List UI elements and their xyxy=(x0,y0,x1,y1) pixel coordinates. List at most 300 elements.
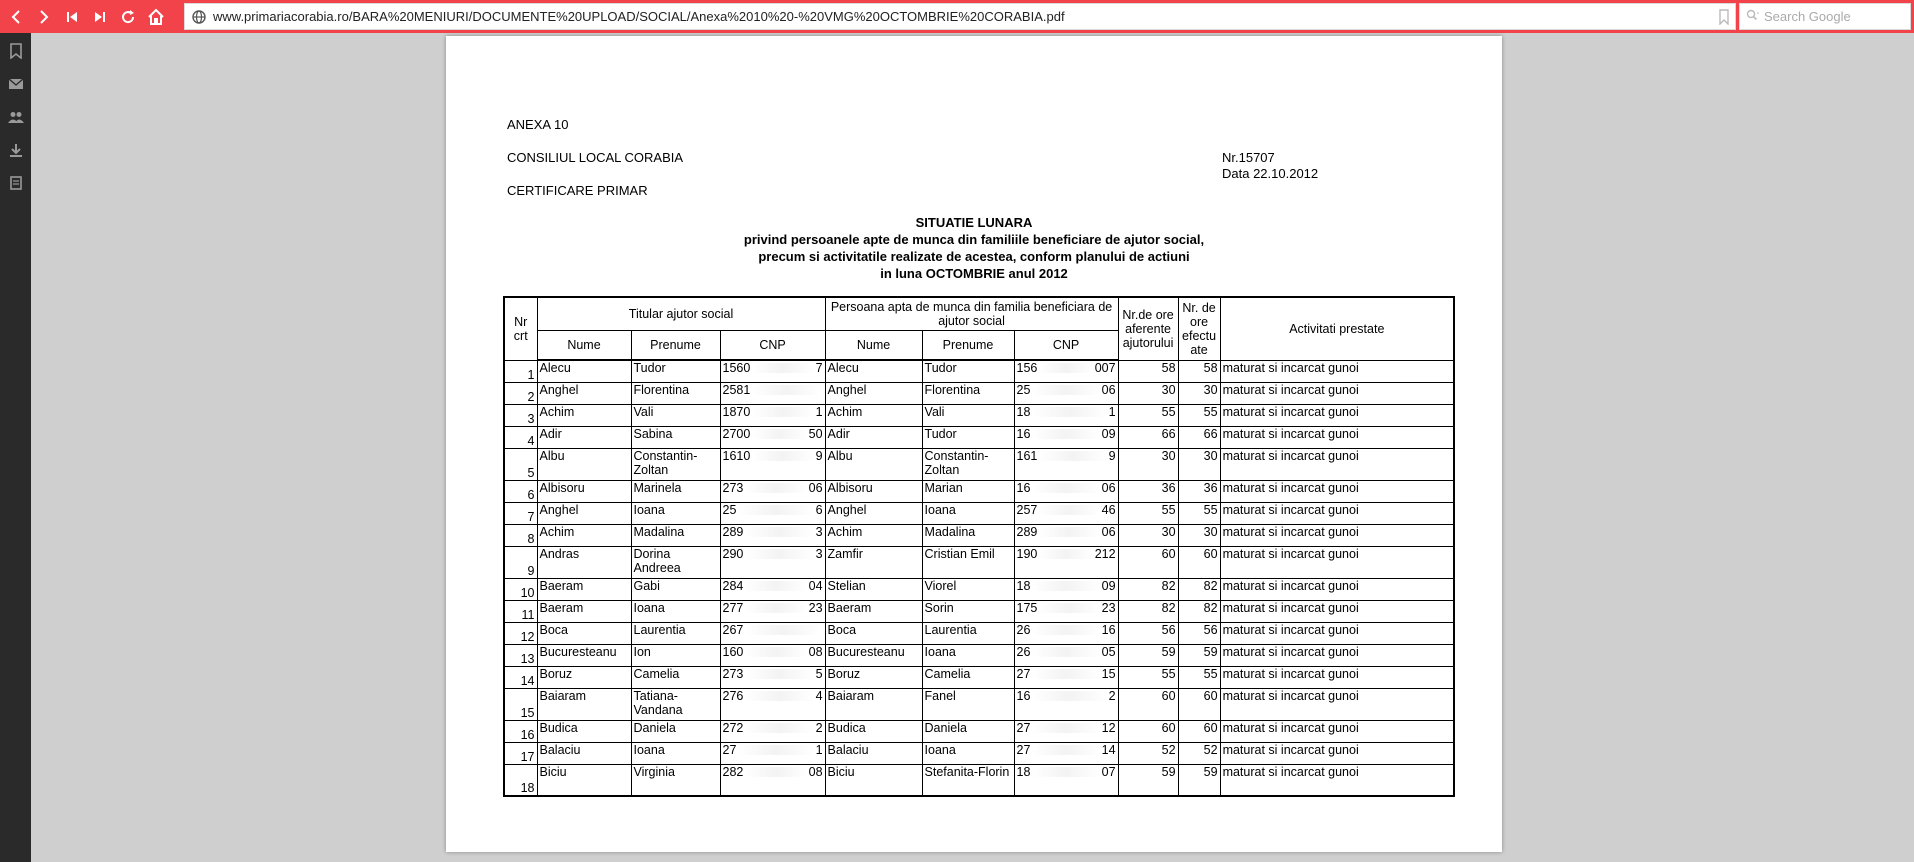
ore-efectuate: 82 xyxy=(1178,578,1220,600)
titular-prenume: Laurentia xyxy=(631,622,720,644)
titular-cnp xyxy=(720,502,825,524)
titular-cnp xyxy=(720,360,825,382)
cnp-visible-start: 257 xyxy=(1016,502,1038,517)
cnp-visible-end: 1 xyxy=(815,742,823,757)
titular-nume: Biciu xyxy=(537,764,631,796)
document-date: Data 22.10.2012 xyxy=(1222,166,1319,181)
titular-prenume: Virginia xyxy=(631,764,720,796)
ore-efectuate: 55 xyxy=(1178,404,1220,426)
titular-nume: Achim xyxy=(537,524,631,546)
header-persoana: Persoana apta de munca din familia beneficiara de ajutor social xyxy=(825,297,1118,330)
row-nr: 2 xyxy=(504,382,537,404)
table-row xyxy=(504,404,1454,426)
titular-cnp xyxy=(720,524,825,546)
anexa-label: ANEXA 10 xyxy=(507,117,569,132)
ore-efectuate: 58 xyxy=(1178,360,1220,382)
ore-efectuate: 30 xyxy=(1178,382,1220,404)
cnp-visible-end: 09 xyxy=(1101,578,1116,593)
titular-nume: Adir xyxy=(537,426,631,448)
cnp-visible-start: 27 xyxy=(722,742,737,757)
activitate: maturat si incarcat gunoi xyxy=(1220,426,1454,448)
persoana-nume: Stelian xyxy=(825,578,922,600)
persoana-cnp xyxy=(1014,600,1118,622)
header-titular: Titular ajutor social xyxy=(537,297,825,330)
activitate: maturat si incarcat gunoi xyxy=(1220,688,1454,720)
persoana-cnp xyxy=(1014,448,1118,480)
activitate: maturat si incarcat gunoi xyxy=(1220,502,1454,524)
cnp-visible-start: 175 xyxy=(1016,600,1038,615)
last-page-icon[interactable] xyxy=(88,4,112,30)
cnp-visible-end: 50 xyxy=(808,426,823,441)
title-line: privind persoanele apte de munca din familiile beneficiare de ajutor social, xyxy=(743,232,1205,247)
row-nr: 9 xyxy=(504,546,537,578)
titular-prenume: Vali xyxy=(631,404,720,426)
row-nr: 4 xyxy=(504,426,537,448)
header-persoana-nume: Nume xyxy=(825,330,922,360)
persoana-nume: Baiaram xyxy=(825,688,922,720)
table-body xyxy=(504,360,1454,796)
browser-toolbar xyxy=(0,0,1914,33)
table-row xyxy=(504,480,1454,502)
titular-nume: Baeram xyxy=(537,578,631,600)
row-nr: 6 xyxy=(504,480,537,502)
ore-aferente: 30 xyxy=(1118,448,1178,480)
titular-cnp xyxy=(720,742,825,764)
cnp-visible-start: 190 xyxy=(1016,546,1038,561)
cnp-visible-start: 18 xyxy=(1016,578,1031,593)
persoana-nume: Baeram xyxy=(825,600,922,622)
titular-nume: Budica xyxy=(537,720,631,742)
persoana-cnp xyxy=(1014,622,1118,644)
persoana-nume: Albu xyxy=(825,448,922,480)
titular-nume: Albu xyxy=(537,448,631,480)
ore-efectuate: 59 xyxy=(1178,644,1220,666)
persoana-prenume: Laurentia xyxy=(922,622,1014,644)
titular-prenume: Ioana xyxy=(631,502,720,524)
cnp-visible-start: 1560 xyxy=(722,361,751,375)
ore-aferente: 59 xyxy=(1118,644,1178,666)
persoana-nume: Zamfir xyxy=(825,546,922,578)
table-row xyxy=(504,360,1454,382)
ore-aferente: 30 xyxy=(1118,382,1178,404)
ore-aferente: 55 xyxy=(1118,502,1178,524)
cnp-visible-start: 1610 xyxy=(722,448,751,463)
beneficiary-table xyxy=(503,296,1455,797)
persoana-nume: Biciu xyxy=(825,764,922,796)
cnp-visible-start: 277 xyxy=(722,600,744,615)
titular-nume: Bucuresteanu xyxy=(537,644,631,666)
cnp-visible-start: 272 xyxy=(722,720,744,735)
titular-nume: Alecu xyxy=(537,360,631,382)
cnp-visible-end: 12 xyxy=(1101,720,1116,735)
row-nr: 12 xyxy=(504,622,537,644)
cnp-visible-end: 212 xyxy=(1094,546,1116,561)
activitate: maturat si incarcat gunoi xyxy=(1220,480,1454,502)
cnp-visible-end: 3 xyxy=(815,524,823,539)
ore-efectuate: 56 xyxy=(1178,622,1220,644)
titular-cnp xyxy=(720,600,825,622)
activitate: maturat si incarcat gunoi xyxy=(1220,644,1454,666)
persoana-prenume: Camelia xyxy=(922,666,1014,688)
titular-prenume: Camelia xyxy=(631,666,720,688)
table-row xyxy=(504,448,1454,480)
cnp-visible-end: 9 xyxy=(1108,448,1116,463)
titular-cnp xyxy=(720,720,825,742)
ore-efectuate: 30 xyxy=(1178,524,1220,546)
persoana-cnp xyxy=(1014,480,1118,502)
ore-efectuate: 55 xyxy=(1178,666,1220,688)
cnp-visible-start: 25 xyxy=(722,502,737,517)
activitate: maturat si incarcat gunoi xyxy=(1220,764,1454,796)
ore-efectuate: 30 xyxy=(1178,448,1220,480)
persoana-prenume: Sorin xyxy=(922,600,1014,622)
cnp-visible-end: 06 xyxy=(808,480,823,495)
bookmark-icon[interactable] xyxy=(0,34,31,67)
document-number: Nr.15707 xyxy=(1222,150,1275,165)
row-nr: 10 xyxy=(504,578,537,600)
header-persoana-cnp: CNP xyxy=(1014,330,1118,360)
persoana-prenume: Tudor xyxy=(922,426,1014,448)
titular-cnp xyxy=(720,480,825,502)
ore-aferente: 60 xyxy=(1118,720,1178,742)
persoana-cnp xyxy=(1014,742,1118,764)
titular-nume: Boruz xyxy=(537,666,631,688)
cnp-visible-end: 23 xyxy=(808,600,823,615)
titular-cnp xyxy=(720,764,825,796)
ore-efectuate: 36 xyxy=(1178,480,1220,502)
header-ore-aferente: Nr.de ore aferente ajutorului xyxy=(1118,297,1178,360)
persoana-nume: Alecu xyxy=(825,360,922,382)
cnp-visible-start: 267 xyxy=(722,622,744,637)
persoana-prenume: Ioana xyxy=(922,742,1014,764)
titular-cnp xyxy=(720,688,825,720)
persoana-cnp xyxy=(1014,360,1118,382)
titular-prenume: Tatiana-Vandana xyxy=(631,688,720,720)
titular-cnp xyxy=(720,622,825,644)
cnp-visible-start: 26 xyxy=(1016,644,1031,659)
ore-efectuate: 82 xyxy=(1178,600,1220,622)
cnp-visible-start: 18 xyxy=(1016,764,1031,779)
cnp-visible-end: 08 xyxy=(808,644,823,659)
persoana-prenume: Madalina xyxy=(922,524,1014,546)
cnp-visible-end: 09 xyxy=(1101,426,1116,441)
cnp-visible-end: 1 xyxy=(815,404,823,419)
ore-aferente: 60 xyxy=(1118,546,1178,578)
ore-efectuate: 55 xyxy=(1178,502,1220,524)
ore-aferente: 66 xyxy=(1118,426,1178,448)
table-row xyxy=(504,622,1454,644)
persoana-nume: Anghel xyxy=(825,382,922,404)
header-titular-prenume: Prenume xyxy=(631,330,720,360)
first-page-icon[interactable] xyxy=(60,4,84,30)
download-icon[interactable] xyxy=(0,133,31,166)
pdf-page xyxy=(446,36,1502,852)
table-row xyxy=(504,382,1454,404)
mail-icon[interactable] xyxy=(0,67,31,100)
row-nr: 15 xyxy=(504,688,537,720)
persoana-prenume: Florentina xyxy=(922,382,1014,404)
cnp-visible-start: 276 xyxy=(722,688,744,703)
cnp-visible-end: 15 xyxy=(1101,666,1116,681)
persoana-prenume: Ioana xyxy=(922,502,1014,524)
row-nr: 3 xyxy=(504,404,537,426)
persoana-prenume: Stefanita-Florin xyxy=(922,764,1014,796)
cnp-visible-start: 282 xyxy=(722,764,744,779)
persoana-nume: Achim xyxy=(825,404,922,426)
ore-aferente: 55 xyxy=(1118,666,1178,688)
persoana-nume: Bucuresteanu xyxy=(825,644,922,666)
persoana-nume: Boca xyxy=(825,622,922,644)
titular-cnp xyxy=(720,426,825,448)
cnp-visible-end: 07 xyxy=(1101,764,1116,779)
certificare-label: CERTIFICARE PRIMAR xyxy=(507,183,648,198)
persoana-cnp xyxy=(1014,404,1118,426)
persoana-cnp xyxy=(1014,502,1118,524)
cnp-visible-start: 289 xyxy=(722,524,744,539)
consiliu-label: CONSILIUL LOCAL CORABIA xyxy=(507,150,684,165)
table-row xyxy=(504,502,1454,524)
back-icon[interactable] xyxy=(4,4,28,30)
table-row xyxy=(504,644,1454,666)
bookmark-page-icon[interactable] xyxy=(1719,9,1729,30)
persoana-prenume: Tudor xyxy=(922,360,1014,382)
activitate: maturat si incarcat gunoi xyxy=(1220,622,1454,644)
titular-cnp xyxy=(720,382,825,404)
titular-nume: Albisoru xyxy=(537,480,631,502)
ore-efectuate: 60 xyxy=(1178,546,1220,578)
activitate: maturat si incarcat gunoi xyxy=(1220,404,1454,426)
persoana-prenume: Cristian Emil xyxy=(922,546,1014,578)
table-row xyxy=(504,720,1454,742)
url-text[interactable]: www.primariacorabia.ro/BARA%20MENIURI/DOCUMENTE%20UPLOAD/SOCIAL/Anexa%2010%20-%20VMG%20OCTOMBRIE%20CORABIA.pdf xyxy=(213,9,1065,24)
persoana-prenume: Fanel xyxy=(922,688,1014,720)
ore-efectuate: 52 xyxy=(1178,742,1220,764)
cnp-visible-end: 06 xyxy=(1101,524,1116,539)
title-line: in luna OCTOMBRIE anul 2012 xyxy=(880,266,1068,281)
persoana-prenume: Daniela xyxy=(922,720,1014,742)
persoana-nume: Balaciu xyxy=(825,742,922,764)
cnp-visible-start: 160 xyxy=(722,644,744,659)
titular-nume: Baiaram xyxy=(537,688,631,720)
cnp-visible-end: 14 xyxy=(1101,742,1116,757)
cnp-visible-end: 16 xyxy=(1101,622,1116,637)
titular-prenume: Tudor xyxy=(631,360,720,382)
cnp-visible-start: 2700 xyxy=(722,426,751,441)
forward-icon[interactable] xyxy=(32,4,56,30)
titular-nume: Andras xyxy=(537,546,631,578)
cnp-visible-start: 289 xyxy=(1016,524,1038,539)
notes-icon[interactable] xyxy=(0,166,31,199)
title-line: SITUATIE LUNARA xyxy=(915,215,1033,230)
persoana-prenume: Marian xyxy=(922,480,1014,502)
table-row xyxy=(504,764,1454,796)
titular-prenume: Sabina xyxy=(631,426,720,448)
persoana-cnp xyxy=(1014,524,1118,546)
titular-nume: Balaciu xyxy=(537,742,631,764)
persoana-cnp xyxy=(1014,644,1118,666)
row-nr: 5 xyxy=(504,448,537,480)
cnp-visible-end: 6 xyxy=(815,502,823,517)
activitate: maturat si incarcat gunoi xyxy=(1220,720,1454,742)
persoana-prenume: Vali xyxy=(922,404,1014,426)
ore-aferente: 58 xyxy=(1118,360,1178,382)
titular-nume: Achim xyxy=(537,404,631,426)
ore-efectuate: 60 xyxy=(1178,720,1220,742)
titular-cnp xyxy=(720,644,825,666)
titular-cnp xyxy=(720,448,825,480)
activitate: maturat si incarcat gunoi xyxy=(1220,666,1454,688)
cnp-visible-end: 46 xyxy=(1101,502,1116,517)
cnp-visible-start: 18 xyxy=(1016,404,1031,419)
contacts-icon[interactable] xyxy=(0,100,31,133)
header-nr-crt: Nr crt xyxy=(504,297,537,360)
cnp-visible-end: 7 xyxy=(815,361,823,375)
cnp-visible-end: 2 xyxy=(1108,688,1116,703)
row-nr: 11 xyxy=(504,600,537,622)
cnp-visible-start: 156 xyxy=(1016,361,1038,375)
header-persoana-prenume: Prenume xyxy=(922,330,1014,360)
persoana-cnp xyxy=(1014,720,1118,742)
titular-cnp xyxy=(720,578,825,600)
titular-prenume: Madalina xyxy=(631,524,720,546)
cnp-visible-start: 27 xyxy=(1016,666,1031,681)
ore-aferente: 82 xyxy=(1118,600,1178,622)
titular-nume: Boca xyxy=(537,622,631,644)
ore-efectuate: 59 xyxy=(1178,764,1220,796)
ore-efectuate: 66 xyxy=(1178,426,1220,448)
cnp-visible-end: 5 xyxy=(815,666,823,681)
activitate: maturat si incarcat gunoi xyxy=(1220,742,1454,764)
titular-cnp xyxy=(720,666,825,688)
row-nr: 18 xyxy=(504,764,537,796)
cnp-visible-start: 290 xyxy=(722,546,744,561)
row-nr: 1 xyxy=(504,360,537,382)
titular-prenume: Gabi xyxy=(631,578,720,600)
table-row xyxy=(504,666,1454,688)
persoana-nume: Budica xyxy=(825,720,922,742)
row-nr: 7 xyxy=(504,502,537,524)
activitate: maturat si incarcat gunoi xyxy=(1220,578,1454,600)
cnp-visible-start: 284 xyxy=(722,578,744,593)
cnp-visible-start: 273 xyxy=(722,480,744,495)
cnp-visible-start: 26 xyxy=(1016,622,1031,637)
title-line: precum si activitatile realizate de acestea, conform planului de actiuni xyxy=(758,249,1190,264)
titular-prenume: Ioana xyxy=(631,600,720,622)
cnp-visible-end: 1 xyxy=(1108,404,1116,419)
titular-nume: Baeram xyxy=(537,600,631,622)
titular-cnp xyxy=(720,404,825,426)
persoana-nume: Anghel xyxy=(825,502,922,524)
table-row xyxy=(504,688,1454,720)
cnp-visible-end: 04 xyxy=(808,578,823,593)
persoana-prenume: Constantin-Zoltan xyxy=(922,448,1014,480)
activitate: maturat si incarcat gunoi xyxy=(1220,546,1454,578)
table-row xyxy=(504,600,1454,622)
cnp-visible-start: 16 xyxy=(1016,688,1031,703)
url-bar[interactable] xyxy=(184,3,1736,30)
activitate: maturat si incarcat gunoi xyxy=(1220,524,1454,546)
activitate: maturat si incarcat gunoi xyxy=(1220,448,1454,480)
table-row xyxy=(504,742,1454,764)
globe-icon xyxy=(185,10,213,24)
cnp-visible-start: 1870 xyxy=(722,404,751,419)
persoana-nume: Adir xyxy=(825,426,922,448)
cnp-visible-start: 27 xyxy=(1016,742,1031,757)
persoana-cnp xyxy=(1014,666,1118,688)
ore-aferente: 52 xyxy=(1118,742,1178,764)
row-nr: 13 xyxy=(504,644,537,666)
cnp-visible-end: 4 xyxy=(815,688,823,703)
titular-prenume: Constantin-Zoltan xyxy=(631,448,720,480)
ore-aferente: 55 xyxy=(1118,404,1178,426)
row-nr: 14 xyxy=(504,666,537,688)
row-nr: 17 xyxy=(504,742,537,764)
cnp-visible-end: 06 xyxy=(1101,382,1116,397)
ore-aferente: 82 xyxy=(1118,578,1178,600)
cnp-visible-start: 273 xyxy=(722,666,744,681)
ore-aferente: 56 xyxy=(1118,622,1178,644)
cnp-visible-end: 06 xyxy=(1101,480,1116,495)
header-titular-nume: Nume xyxy=(537,330,631,360)
ore-aferente: 60 xyxy=(1118,688,1178,720)
table-row xyxy=(504,546,1454,578)
cnp-visible-end: 9 xyxy=(815,448,823,463)
table-row xyxy=(504,426,1454,448)
ore-aferente: 36 xyxy=(1118,480,1178,502)
document-title xyxy=(446,214,1502,282)
home-icon[interactable] xyxy=(144,4,168,30)
activitate: maturat si incarcat gunoi xyxy=(1220,600,1454,622)
cnp-visible-end: 08 xyxy=(808,764,823,779)
titular-prenume: Ioana xyxy=(631,742,720,764)
cnp-visible-end: 3 xyxy=(815,546,823,561)
titular-cnp xyxy=(720,546,825,578)
search-input[interactable] xyxy=(1764,9,1904,24)
activitate: maturat si incarcat gunoi xyxy=(1220,382,1454,404)
header-titular-cnp: CNP xyxy=(720,330,825,360)
activitate: maturat si incarcat gunoi xyxy=(1220,360,1454,382)
ore-efectuate: 60 xyxy=(1178,688,1220,720)
cnp-visible-start: 16 xyxy=(1016,480,1031,495)
persoana-cnp xyxy=(1014,688,1118,720)
persoana-prenume: Ioana xyxy=(922,644,1014,666)
cnp-visible-start: 27 xyxy=(1016,720,1031,735)
titular-prenume: Dorina Andreea xyxy=(631,546,720,578)
cnp-visible-end: 007 xyxy=(1094,361,1116,375)
titular-prenume: Ion xyxy=(631,644,720,666)
persoana-nume: Boruz xyxy=(825,666,922,688)
persoana-cnp xyxy=(1014,764,1118,796)
ore-aferente: 59 xyxy=(1118,764,1178,796)
reload-icon[interactable] xyxy=(116,4,140,30)
cnp-visible-start: 16 xyxy=(1016,426,1031,441)
search-box[interactable] xyxy=(1739,3,1911,30)
header-activitati: Activitati prestate xyxy=(1220,297,1454,360)
cnp-visible-start: 25 xyxy=(1016,382,1031,397)
persoana-prenume: Viorel xyxy=(922,578,1014,600)
table-row xyxy=(504,524,1454,546)
persoana-nume: Achim xyxy=(825,524,922,546)
persoana-cnp xyxy=(1014,426,1118,448)
cnp-visible-start: 161 xyxy=(1016,448,1038,463)
search-icon xyxy=(1746,8,1760,26)
cnp-visible-end: 05 xyxy=(1101,644,1116,659)
persoana-cnp xyxy=(1014,546,1118,578)
cnp-visible-end: 2 xyxy=(815,720,823,735)
cnp-visible-end: 23 xyxy=(1101,600,1116,615)
row-nr: 8 xyxy=(504,524,537,546)
titular-prenume: Florentina xyxy=(631,382,720,404)
